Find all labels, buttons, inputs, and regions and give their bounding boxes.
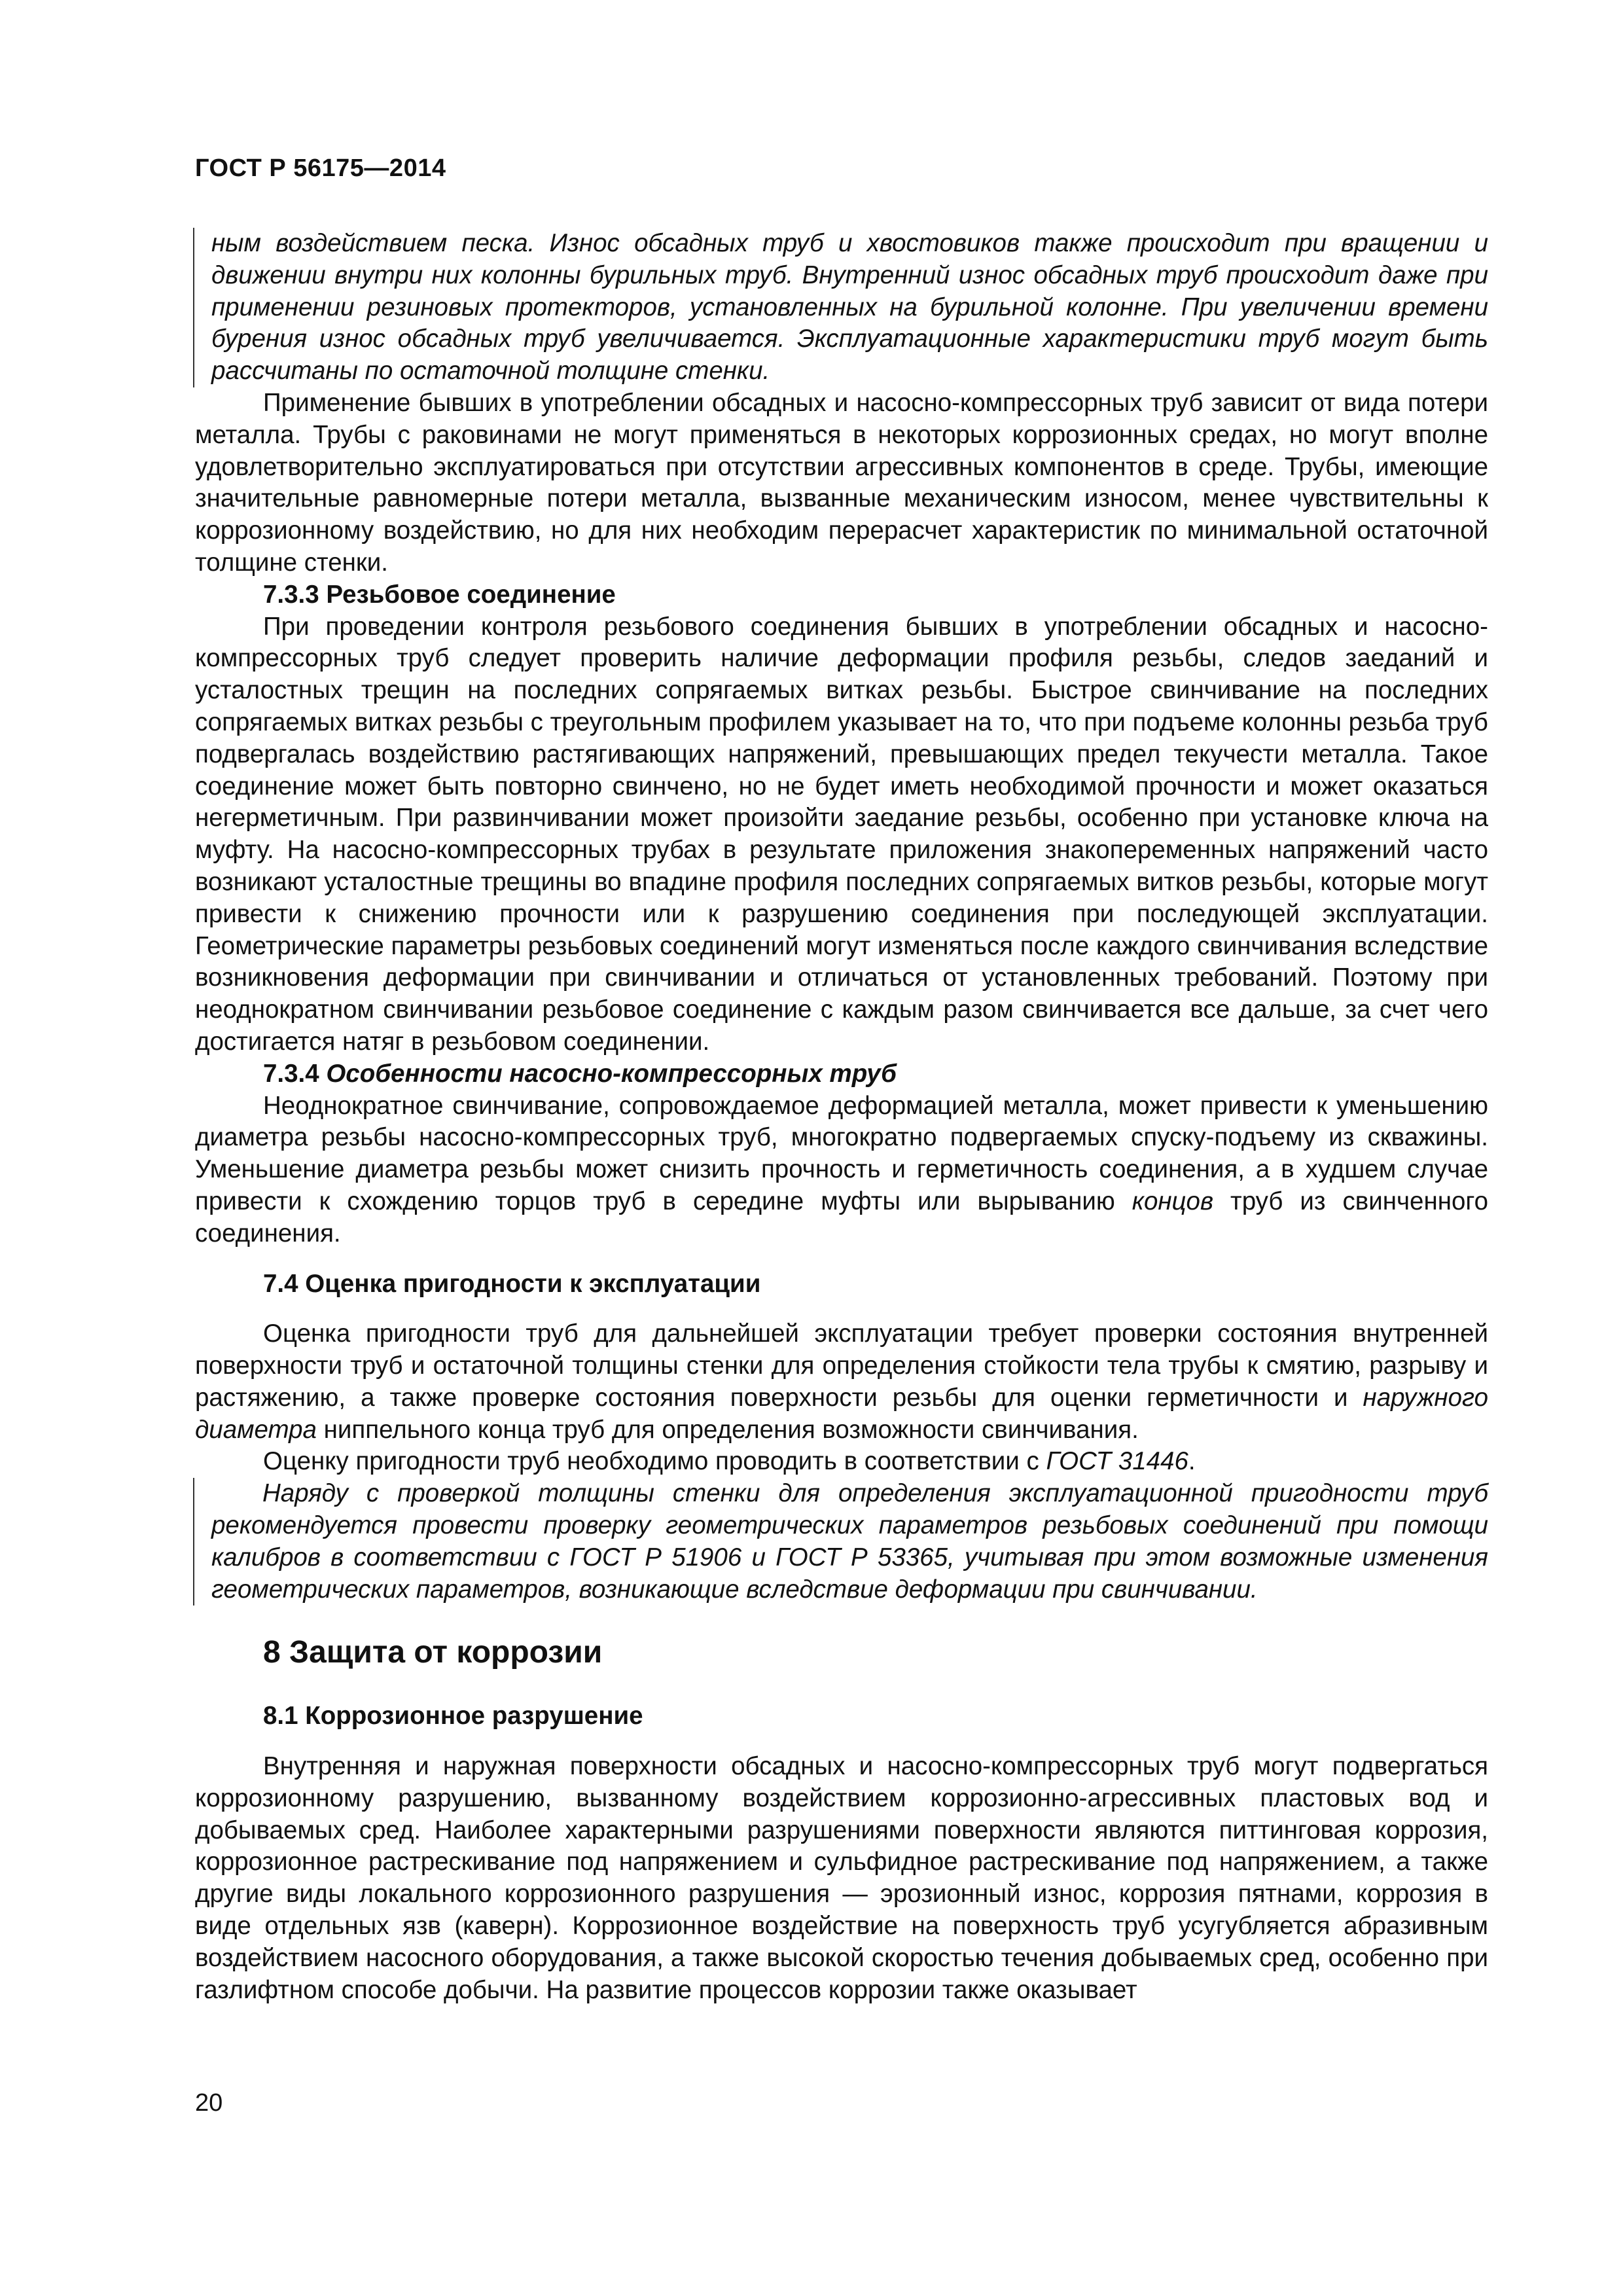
section-7-4-heading: [195, 1268, 1488, 1300]
text-run: .: [1188, 1447, 1196, 1476]
paragraph-used-pipes: Применение бывших в употреблении обсадных и насосно-компрессорных труб зависит от вида потери металла. Трубы с раковинами не могут применяться в некоторых коррозионных средах, но могут вполне удовлетворительно эксплуатироваться при отсутствии агрессивных компонентов в среде. Трубы, имеющие значительные равномерные потери металла, вызванные механическим износом, менее чувствительны к коррозионному воздействию, но для них необходим перерасчет характеристик по минимальной остаточной толщине стенки.: [195, 388, 1488, 577]
section-title: Особенности насосно-компрессорных труб: [326, 1059, 897, 1088]
section-title: Защита от коррозии: [289, 1635, 603, 1670]
section-number: 7.3.3: [263, 580, 319, 609]
section-8-1-heading: [195, 1700, 1488, 1732]
italic-run: концов: [1132, 1187, 1214, 1215]
paragraph-standard-reference: [195, 1446, 1488, 1478]
text-run: Оценку пригодности труб необходимо проводить в соответствии с: [263, 1447, 1046, 1476]
section-number: 7.4: [263, 1269, 298, 1298]
paragraph-tubing-features: [195, 1090, 1488, 1250]
paragraph-thread-inspection: При проведении контроля резьбового соединения бывших в употреблении обсадных и насосно-компрессорных труб следует проверить наличие деформации профиля резьбы, следов заеданий и усталостных трещин на последних сопрягаемых витках резьбы. Быстрое свинчивание на последних сопрягаемых витках резьбы с треугольным профилем указывает на то, что при подъеме колонны резьба труб подвергалась воздействию растягивающих напряжений, превышающих предел текучести металла. Такое соединение может быть повторно свинчено, но не будет иметь необходимой прочности и может оказаться негерметичным. При развинчивании может произойти заедание резьбы, особенно при установке ключа на муфту. На насосно-компрессорных трубах в результате приложения знакопеременных напряжений часто возникают усталостные трещины во впадине профиля последних сопрягаемых витков резьбы, которые могут привести к снижению прочности или к разрушению соединения при последующей эксплуатации. Геометрические параметры резьбовых соединений могут изменяться после каждого свинчивания вследствие возникновения деформации при свинчивании и отличаться от установленных требований. Поэтому при неоднократном свинчивании резьбовое соединение с каждым разом свинчивается все дальше, за счет чего достигается натяг в резьбовом соединении.: [195, 612, 1488, 1056]
document-body: [195, 228, 1488, 2006]
text-run: Неоднократное свинчивание, сопровождаемое деформацией металла, может привести к уменьшению диаметра резьбы насосно-компрессорных труб, многократно подвергаемых спуску-подъему из скважины. Уменьшение диаметра резьбы может снизить прочность и герметичность соединения, а в худшем случае привести к схождению торцов труб в середине муфты или вырыванию: [195, 1091, 1488, 1215]
section-7-3-4-heading: [195, 1058, 1488, 1090]
note-paragraph: ным воздействием песка. Износ обсадных труб и хвостовиков также происходит при вращении и движении внутри них колонны бурильных труб. Внутренний износ обсадных труб происходит даже при применении резиновых протекторов, установленных на бурильной колонне. При увеличении времени бурения износ обсадных труб увеличивается. Эксплуатационные характеристики труб могут быть рассчитаны по остаточной толщине стенки.: [211, 229, 1488, 386]
section-number: 8: [263, 1635, 281, 1670]
paragraph-fitness-assessment: [195, 1318, 1488, 1446]
text-run: труб из свинченного соединения.: [195, 1187, 1489, 1247]
text-run: ниппельного конца труб для определения возможности свинчивания.: [316, 1415, 1139, 1444]
change-note-block: [193, 228, 1488, 387]
section-8-heading: [195, 1637, 1488, 1669]
italic-run: наружного диаметра: [195, 1383, 1488, 1444]
document-header: ГОСТ Р 56175—2014: [195, 154, 446, 182]
italic-run: ГОСТ 31446: [1046, 1447, 1188, 1476]
text-run: Оценка пригодности труб для дальнейшей эксплуатации требует проверки состояния внутренней поверхности труб и остаточной толщины стенки для определения стойкости тела трубы к смятию, разрыву и растяжению, а также проверке состояния поверхности резьбы для оценки герметичности и: [195, 1319, 1488, 1412]
section-number: 7.3.4: [263, 1059, 319, 1088]
section-number: 8.1: [263, 1702, 298, 1731]
change-note-block: [193, 1478, 1488, 1605]
section-title: Оценка пригодности к эксплуатации: [305, 1269, 761, 1298]
section-title: Коррозионное разрушение: [305, 1702, 643, 1731]
section-7-3-3-heading: [195, 579, 1488, 611]
paragraph-corrosion-damage: Внутренняя и наружная поверхности обсадных и насосно-компрессорных труб могут подвергаться коррозионному разрушению, вызванному воздействием коррозионно-агрессивных пластовых вод и добываемых сред. Наиболее характерными разрушениями поверхности являются питтинговая коррозия, коррозионное растрескивание под напряжением и сульфидное растрескивание под напряжением, а также другие виды локального коррозионного разрушения — эрозионный износ, коррозия пятнами, коррозия в виде отдельных язв (каверн). Коррозионное воздействие на поверхность труб усугубляется абразивным воздействием насосного оборудования, а также высокой скоростью течения добываемых сред, особенно при газлифтном способе добычи. На развитие процессов коррозии также оказывает: [195, 1752, 1488, 2004]
note-paragraph: Наряду с проверкой толщины стенки для определения эксплуатационной пригодности труб рекомендуется провести проверку геометрических параметров резьбовых соединений при помощи калибров в соответствии с ГОСТ Р 51906 и ГОСТ Р 53365, учитывая при этом возможные изменения геометрических параметров, возникающие вследствие деформации при свинчивании.: [211, 1479, 1488, 1604]
section-title: Резьбовое соединение: [326, 580, 616, 609]
page-number: 20: [195, 2089, 223, 2117]
